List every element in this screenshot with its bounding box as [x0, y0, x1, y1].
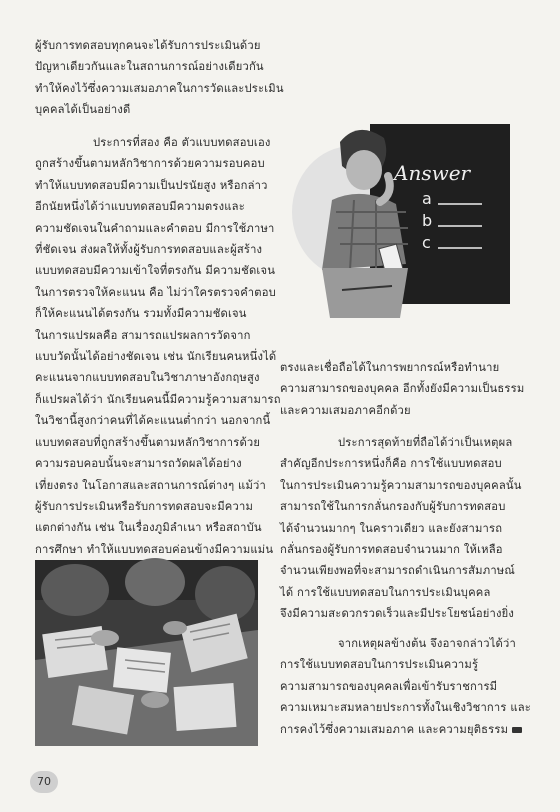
text-line: ในการประเมินความรู้ความสามารถของบุคคลนั้น [280, 478, 522, 492]
text-line: ในวิชานี้สูงกว่าคนที่ได้คะแนนต่ำกว่า นอกจากนี้ [35, 414, 271, 428]
right-column-paragraph-1 [280, 357, 525, 421]
paragraph [35, 132, 281, 560]
text-line: แบบวัดนั้นได้อย่างชัดเจน เช่น นักเรียนคนหนึ่งได้ [35, 350, 277, 364]
end-mark-icon [512, 727, 522, 733]
board-title: Answer [394, 161, 471, 185]
text-line: จึงมีความสะดวกรวดเร็วและมีประโยชน์อย่างยิ่ง [280, 607, 515, 621]
text-line: อีกนัยหนึ่งได้ว่าแบบทดสอบมีความตรงและ [35, 200, 245, 214]
text-line: ที่ชัดเจน ส่งผลให้ทั้งผู้รับการทดสอบและผู้สร้าง [35, 243, 263, 257]
text-line: คะแนนจากแบบทดสอบในวิชาภาษาอังกฤษสูง [35, 371, 260, 385]
text-line: ปัญหาเดียวกันและในสถานการณ์อย่างเดียวกัน [35, 60, 264, 74]
text-line: ได้ การใช้แบบทดสอบในการประเมินบุคคล [280, 585, 491, 599]
paragraph [280, 633, 532, 740]
right-column-paragraph-2 [280, 432, 522, 625]
text-line: ความชัดเจนในคำถามและคำตอบ มีการใช้ภาษา [35, 221, 275, 235]
left-column-paragraph-2 [35, 132, 281, 560]
text-line: ก็แปรผลได้ว่า นักเรียนคนนี้มีความรู้ความสามารถ [35, 392, 281, 406]
board-option-a: a [422, 189, 432, 208]
text-line: สามารถใช้ในการกลั่นกรองกับผู้รับการทดสอบ [280, 500, 506, 514]
text-line: ได้จำนวนมากๆ ในคราวเดียว และยังสามารถ [280, 521, 503, 535]
text-line: ตรงและเชื่อถือได้ในการพยากรณ์หรือทำนาย [280, 361, 500, 374]
text-line: การใช้แบบทดสอบในการประเมินความรู้ [280, 658, 479, 672]
text-line: ในการแปรผลคือ สามารถแปรผลการวัดจาก [35, 328, 251, 342]
text-line: แบบทดสอบที่ถูกสร้างขึ้นตามหลักวิชาการด้วย [35, 435, 261, 449]
text-line: แบบทดสอบมีความเข้าใจที่ตรงกัน มีความชัดเจน [35, 264, 276, 278]
text-line: ประการที่สอง คือ ตัวแบบทดสอบเอง [93, 136, 271, 149]
text-line: ทำให้คงไว้ซึ่งความเสมอภาคในการวัดและประเมิน [35, 81, 284, 95]
text-line: ถูกสร้างขึ้นตามหลักวิชาการด้วยความรอบคอบ [35, 157, 265, 171]
text-line: กลั่นกรองผู้รับการทดสอบจำนวนมาก ให้เหลือ [280, 543, 503, 557]
paragraph [280, 357, 525, 421]
board-option-c: c [422, 233, 431, 252]
text-line: ผู้รับการทดสอบทุกคนจะได้รับการประเมินด้วย [35, 39, 261, 52]
text-line: ประการสุดท้ายที่ถือได้ว่าเป็นเหตุผล [338, 436, 513, 449]
text-line: จำนวนเพียงพอที่จะสามารถดำเนินการสัมภาษณ์ [280, 564, 515, 578]
text-line: บุคคลได้เป็นอย่างดี [35, 103, 131, 117]
right-column-paragraph-3 [280, 633, 532, 740]
page-number: 70 [30, 771, 58, 793]
illustration-svg [292, 82, 510, 327]
paragraph [35, 35, 284, 121]
board-option-b: b [422, 211, 433, 230]
text-line: ก็ให้คะแนนได้ตรงกัน รวมทั้งมีความชัดเจน [35, 307, 247, 321]
text-line: ในการตรวจให้คะแนน คือ ไม่ว่าใครตรวจคำตอบ [35, 285, 276, 299]
photo-svg [35, 560, 258, 746]
text-line: เที่ยงตรง ในโอกาสและสถานการณ์ต่างๆ แม้ว่า [35, 478, 267, 492]
text-line: การศึกษา ทำให้แบบทดสอบค่อนข้างมีความแม่น [35, 542, 274, 556]
text-line: ความสามารถของบุคคล อีกทั้งยังมีความเป็นธรรม [280, 382, 525, 396]
teacher-blackboard-illustration [292, 82, 510, 327]
text-line: ความเหมาะสมหลายประการทั้งในเชิงวิชาการ และ [280, 701, 532, 715]
text-line: ความรอบคอบนั้นจะสามารถวัดผลได้อย่าง [35, 457, 242, 471]
left-column-paragraph-1 [35, 35, 284, 121]
text-line: ผู้รับการประเมินหรือรับการทดสอบจะมีความ [35, 499, 254, 513]
text-line: และความเสมอภาคอีกด้วย [280, 403, 411, 417]
paragraph [280, 432, 522, 625]
text-line: จากเหตุผลข้างต้น จึงอาจกล่าวได้ว่า [338, 637, 516, 650]
text-line: ทำให้แบบทดสอบมีความเป็นปรนัยสูง หรือกล่าว [35, 178, 268, 192]
text-line [280, 719, 509, 740]
text-line-content: การคงไว้ซึ่งความเสมอภาค และความยุติธรรม [280, 722, 509, 736]
exam-desk-photo [35, 560, 258, 746]
text-line: ความสามารถของบุคคลเพื่อเข้ารับราชการมี [280, 679, 498, 693]
text-line: แตกต่างกัน เช่น ในเรื่องภูมิลำเนา หรือสถาบัน [35, 521, 262, 535]
text-line: สำคัญอีกประการหนึ่งก็คือ การใช้แบบทดสอบ [280, 457, 502, 471]
